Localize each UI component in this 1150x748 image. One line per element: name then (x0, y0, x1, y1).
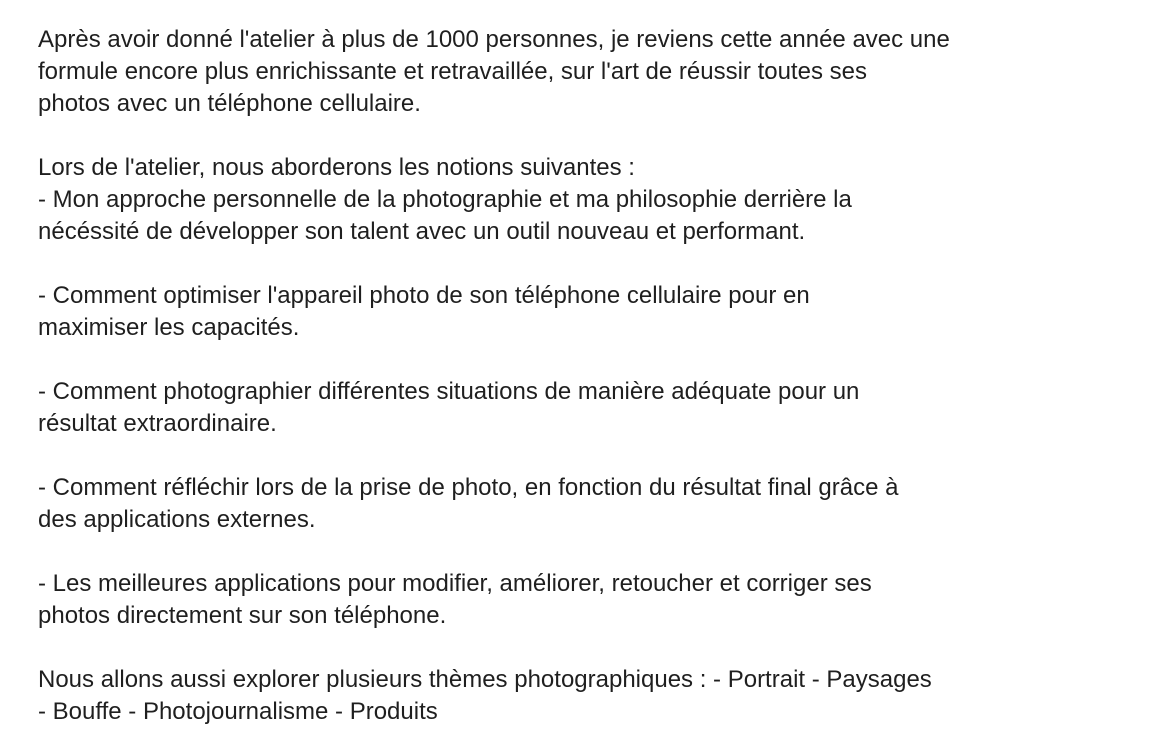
text-line: - Bouffe - Photojournalisme - Produits (38, 698, 438, 725)
text-line: Lors de l'atelier, nous aborderons les notions suivantes : (38, 154, 635, 181)
list-item-reflect (38, 472, 1138, 536)
text-line: résultat extraordinaire. (38, 410, 277, 437)
text-line: nécéssité de développer son talent avec un outil nouveau et performant. (38, 218, 806, 245)
text-line: - Les meilleures applications pour modifier, améliorer, retoucher et corriger ses (38, 570, 872, 597)
text-line: formule encore plus enrichissante et retravaillée, sur l'art de réussir toutes ses (38, 58, 867, 85)
notions-paragraph (38, 152, 1138, 248)
text-line: - Comment photographier différentes situations de manière adéquate pour un (38, 378, 860, 405)
text-line: photos avec un téléphone cellulaire. (38, 90, 421, 117)
text-line: Après avoir donné l'atelier à plus de 1000 personnes, je reviens cette année avec une (38, 26, 950, 53)
text-line: photos directement sur son téléphone. (38, 602, 447, 629)
list-item-apps (38, 568, 1138, 632)
intro-paragraph (38, 24, 1138, 120)
text-line: - Mon approche personnelle de la photographie et ma philosophie derrière la (38, 186, 852, 213)
list-item-optimize (38, 280, 1138, 344)
text-line: - Comment optimiser l'appareil photo de son téléphone cellulaire pour en (38, 282, 810, 309)
text-line: maximiser les capacités. (38, 314, 300, 341)
list-item-situations (38, 376, 1138, 440)
document-body (38, 24, 1138, 728)
text-line: Nous allons aussi explorer plusieurs thèmes photographiques : - Portrait - Paysages (38, 666, 932, 693)
themes-paragraph (38, 664, 1138, 728)
text-line: - Comment réfléchir lors de la prise de photo, en fonction du résultat final grâce à (38, 474, 899, 501)
text-line: des applications externes. (38, 506, 316, 533)
